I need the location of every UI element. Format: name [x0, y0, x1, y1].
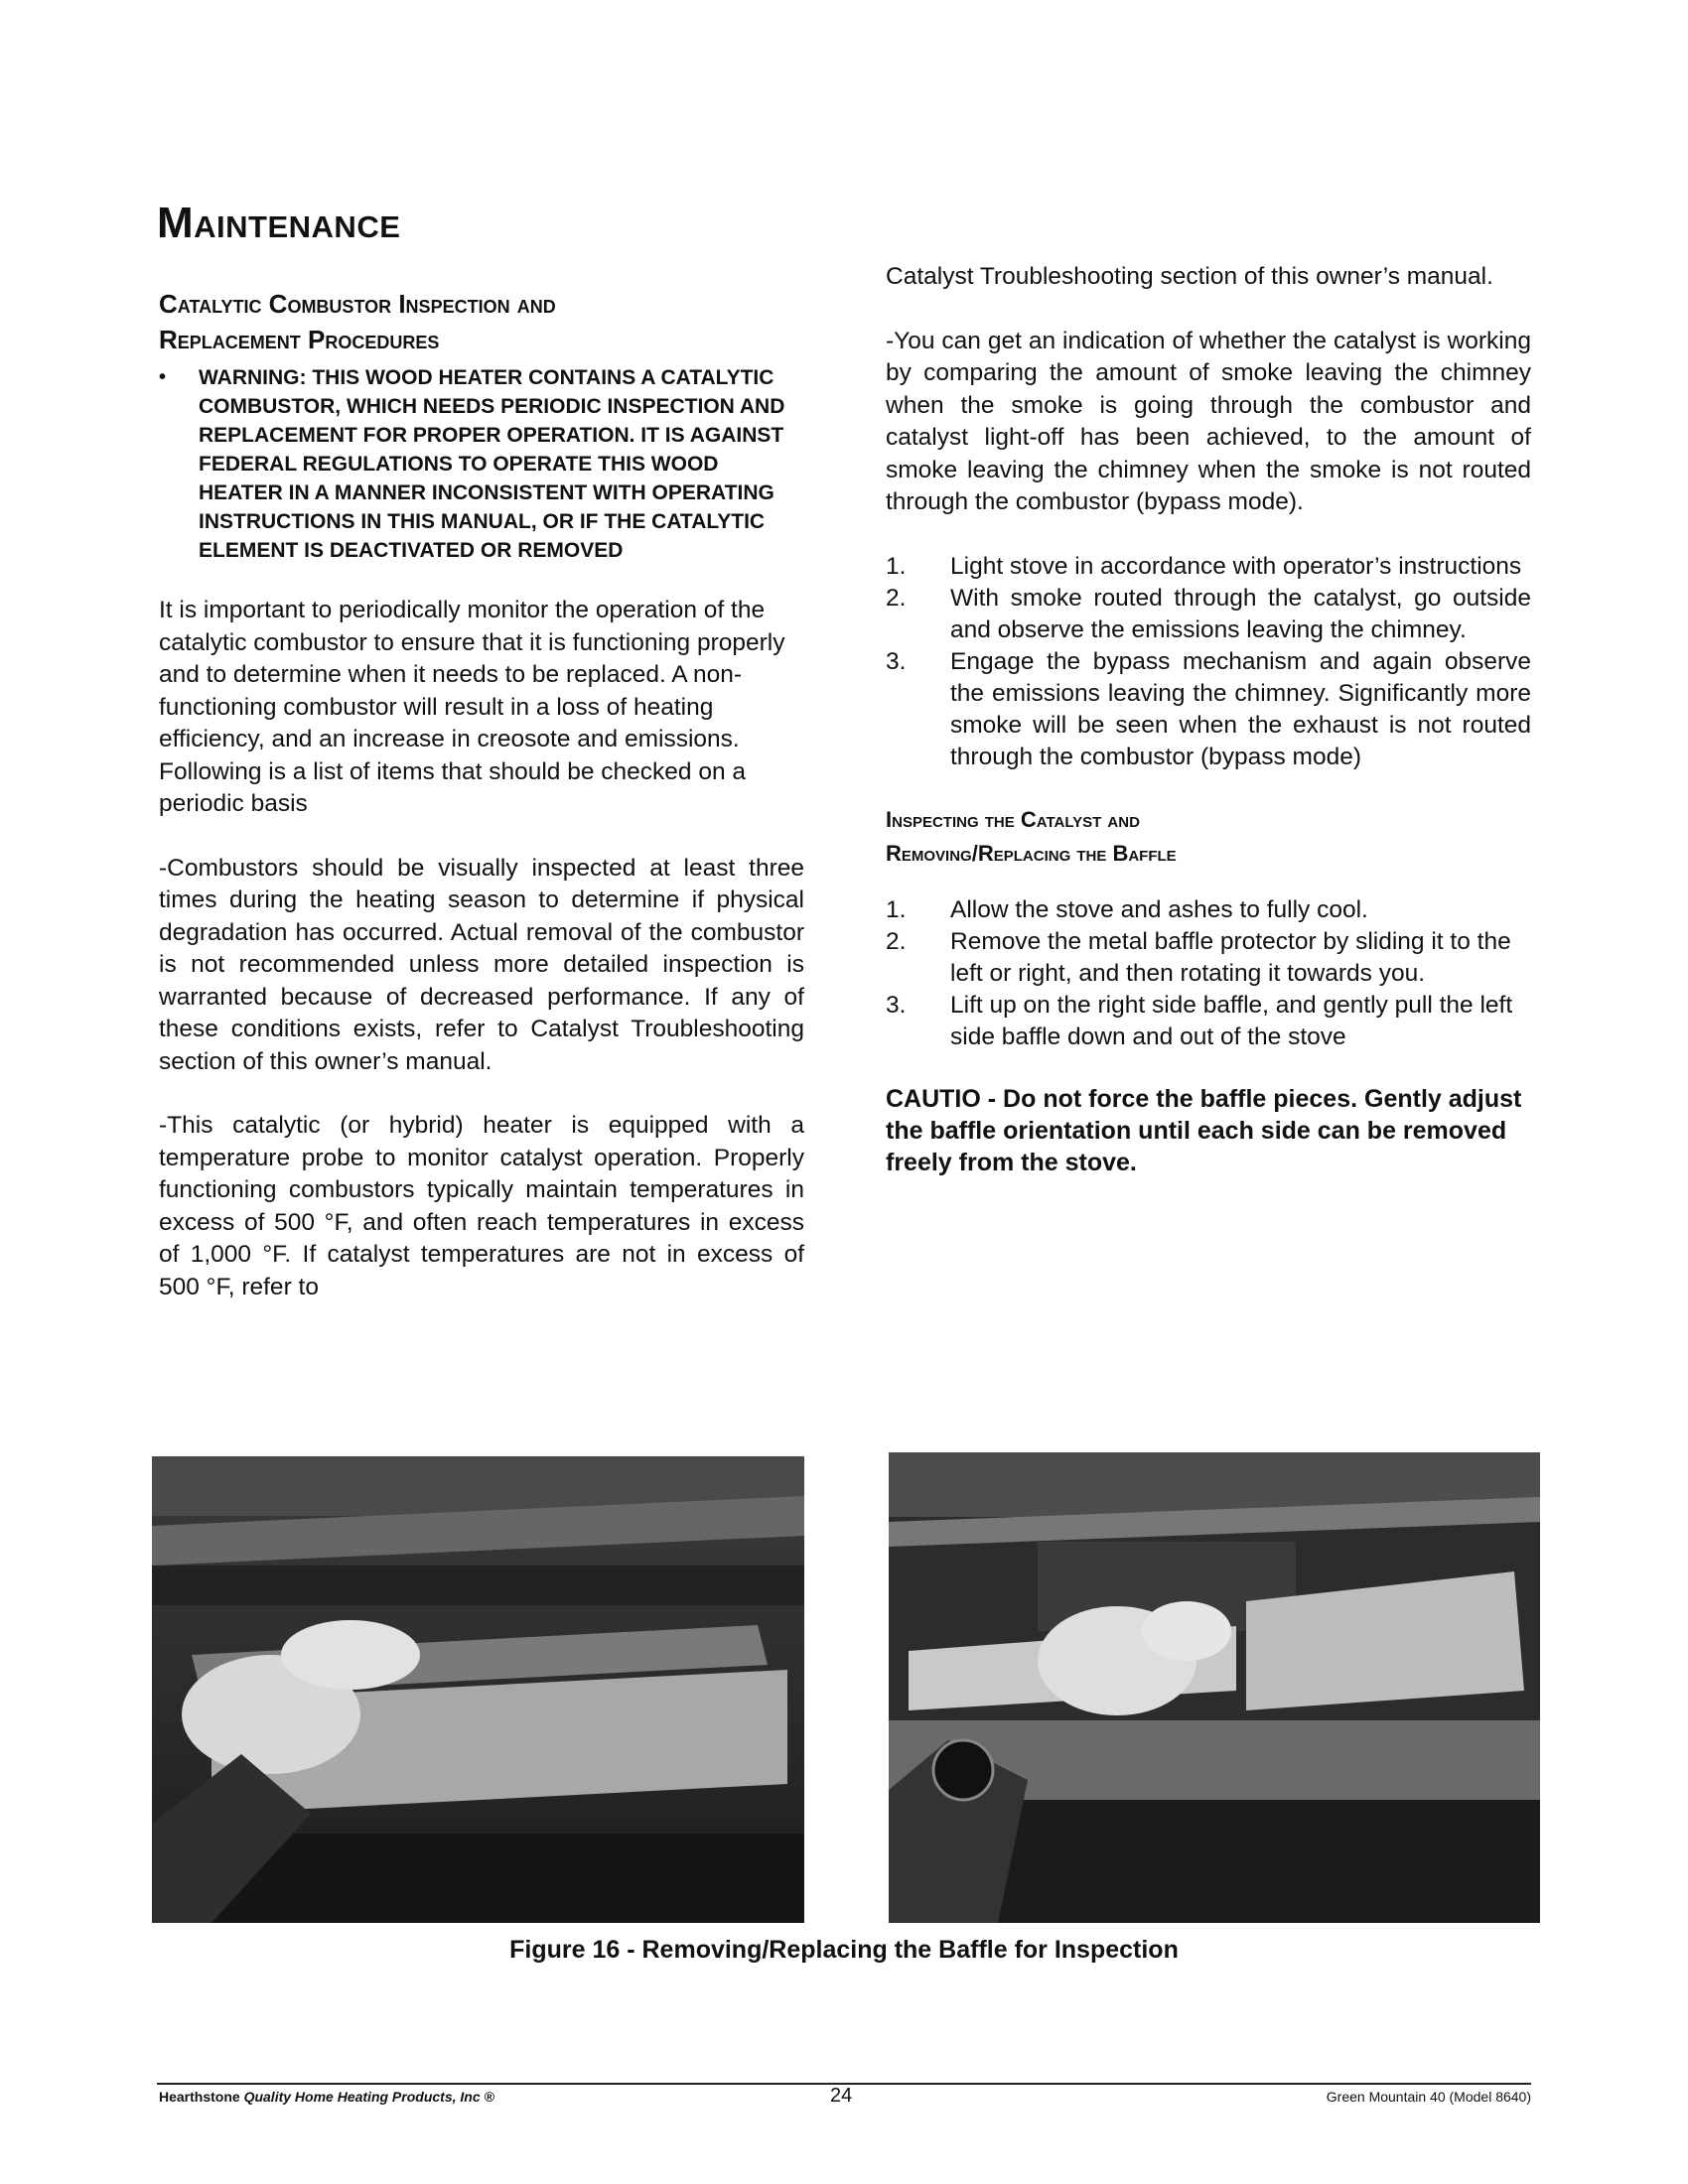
temperature-probe-paragraph: -This catalytic (or hybrid) heater is equipped with a temperature probe to monitor catalyst operation. Properly functioning combustors typically maintain temperatures in excess of 500 °F, and often reach temperatures in excess of 1,000 °F. If catalyst temperatures are not in excess of 500 °F, refer to	[159, 1112, 804, 1300]
footer-model: Green Mountain 40 (Model 8640)	[1326, 2089, 1531, 2105]
continued-paragraph: Catalyst Troubleshooting section of this owner’s manual.	[886, 263, 1493, 290]
step-text: Lift up on the right side baffle, and gently pull the left side baffle down and out of the stove	[950, 991, 1513, 1050]
subheading	[886, 803, 1531, 871]
baffle-steps	[886, 894, 1531, 1053]
intro-paragraph: It is important to periodically monitor the operation of the catalytic combustor to ensure that it is functioning properly and to determine when it needs to be replaced. A non-functioning combustor will result in a loss of heating efficiency, and an increase in creosote and emissions. Following is a list of items that should be checked on a periodic basis	[159, 597, 785, 817]
list-item	[886, 894, 1531, 926]
left-column	[159, 286, 804, 1303]
baffle-removal-photo	[889, 1452, 1540, 1923]
step-number: 2.	[886, 927, 907, 955]
footer-company	[159, 2089, 494, 2105]
photo-illustration	[152, 1456, 804, 1923]
indication-paragraph: -You can get an indication of whether the catalyst is working by comparing the amount of smoke leaving the chimney when the smoke is going through the combustor and catalyst light-off has been achieved, to the amount of smoke leaving the chimney when the smoke is not routed through the combustor (bypass mode).	[886, 327, 1531, 515]
step-text: Allow the stove and ashes to fully cool.	[950, 895, 1368, 923]
list-item	[886, 646, 1531, 773]
step-text: With smoke routed through the catalyst, go outside and observe the emissions leaving the chimney.	[950, 584, 1531, 643]
warning-text: WARNING: THIS WOOD HEATER CONTAINS A CATALYTIC COMBUSTOR, WHICH NEEDS PERIODIC INSPECTION AND REPLACEMENT FOR PROPER OPERATION. IT IS AGAINST FEDERAL REGULATIONS TO OPERATE THIS WOOD HEATER IN A MANNER INCONSISTENT WITH OPERATING INSTRUCTIONS IN THIS MANUAL, OR IF THE CATALYTIC ELEMENT IS DEACTIVATED OR REMOVED	[199, 366, 785, 562]
list-item	[886, 926, 1531, 990]
step-number: 1.	[886, 895, 907, 923]
page-number: 24	[830, 2085, 853, 2107]
subheading-line2: Removing/Replacing the Baffle	[886, 840, 1177, 866]
step-text: Remove the metal baffle protector by sliding it to the left or right, and then rotating it towards you.	[950, 927, 1511, 987]
photo-illustration	[889, 1452, 1540, 1923]
list-item	[886, 990, 1531, 1053]
step-number: 2.	[886, 584, 907, 612]
step-text: Light stove in accordance with operator’s instructions	[950, 552, 1522, 580]
footer-brand: Hearthstone	[159, 2089, 240, 2105]
list-item	[886, 551, 1531, 583]
right-column	[886, 261, 1531, 1178]
section-heading-line1: Catalytic Combustor Inspection and	[159, 289, 556, 319]
smoke-check-steps	[886, 551, 1531, 773]
step-number: 3.	[886, 647, 907, 675]
page-title: Maintenance	[157, 199, 401, 247]
subheading-line1: Inspecting the Catalyst and	[886, 806, 1140, 832]
list-item	[886, 583, 1531, 646]
figure-caption: Figure 16 - Removing/Replacing the Baffle for Inspection	[509, 1936, 1179, 1964]
footer-company-name: Quality Home Heating Products, Inc ®	[243, 2089, 494, 2105]
caution-note: CAUTIO - Do not force the baffle pieces. Gently adjust the baffle orientation until each side can be removed freely from the stove.	[886, 1084, 1522, 1176]
step-number: 3.	[886, 991, 907, 1019]
baffle-protector-photo	[152, 1456, 804, 1923]
step-number: 1.	[886, 552, 907, 580]
bullet-icon: •	[159, 366, 167, 388]
visual-inspection-paragraph: -Combustors should be visually inspected at least three times during the heating season to determine if physical degradation has occurred. Actual removal of the combustor is not recommended unless more detailed inspection is warranted because of decreased performance. If any of these conditions exists, refer to Catalyst Troubleshooting section of this owner’s manual.	[159, 854, 804, 1075]
warning-item	[159, 363, 804, 565]
section-heading	[159, 286, 804, 357]
step-text: Engage the bypass mechanism and again observe the emissions leaving the chimney. Significantly more smoke will be seen when the exhaust is not routed through the combustor (bypass mode)	[950, 647, 1531, 770]
section-heading-line2: Replacement Procedures	[159, 325, 440, 354]
